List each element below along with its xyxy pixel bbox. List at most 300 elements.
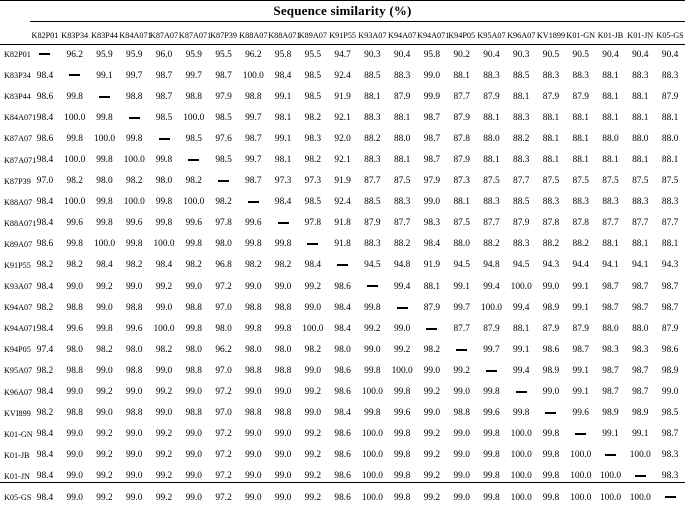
- diagonal-dash: [119, 107, 149, 128]
- dash-mark: [69, 74, 80, 76]
- similarity-cell: 99.2: [423, 387, 441, 398]
- similarity-cell: 98.2: [66, 260, 83, 271]
- similarity-cell: 88.1: [661, 112, 679, 123]
- similarity-cell: 99.2: [423, 429, 441, 440]
- similarity-cell: 99.2: [155, 492, 173, 503]
- similarity-cell: 99.6: [66, 218, 83, 229]
- similarity-cell: 99.8: [96, 112, 113, 123]
- similarity-cell: 88.1: [393, 112, 411, 123]
- similarity-cell: 99.0: [126, 387, 143, 398]
- similarity-cell: 94.7: [334, 49, 351, 60]
- similarity-cell: 88.1: [483, 155, 500, 166]
- dash-mark: [99, 96, 110, 98]
- similarity-cell: 98.2: [185, 260, 202, 271]
- diagonal-dash: [447, 339, 477, 360]
- similarity-cell: 98.7: [602, 387, 619, 398]
- similarity-cell: 98.4: [36, 197, 54, 208]
- similarity-cell: 98.0: [155, 176, 173, 187]
- similarity-cell: 98.2: [274, 260, 292, 271]
- similarity-cell: 99.6: [572, 408, 589, 419]
- diagonal-dash: [566, 424, 596, 445]
- similarity-cell: 87.5: [661, 176, 679, 187]
- similarity-cell: 99.2: [96, 471, 113, 482]
- similarity-cell: 99.0: [155, 408, 173, 419]
- dash-mark: [307, 243, 318, 245]
- similarity-cell: 98.2: [36, 408, 54, 419]
- similarity-cell: 99.8: [96, 197, 113, 208]
- similarity-cell: 99.0: [423, 365, 441, 376]
- similarity-cell: 99.6: [126, 323, 143, 334]
- similarity-cell: 88.3: [364, 112, 381, 123]
- similarity-cell: 99.0: [96, 365, 113, 376]
- column-header: K05-GS: [656, 31, 684, 40]
- similarity-cell: 92.1: [334, 155, 351, 166]
- similarity-cell: 98.7: [572, 344, 589, 355]
- similarity-cell: 98.4: [334, 323, 351, 334]
- similarity-cell: 88.1: [572, 112, 589, 123]
- similarity-matrix: [0, 27, 685, 508]
- similarity-cell: 99.2: [155, 429, 173, 440]
- similarity-cell: 98.2: [185, 176, 202, 187]
- similarity-cell: 88.3: [632, 70, 649, 81]
- similarity-cell: 98.4: [274, 197, 292, 208]
- similarity-cell: 99.1: [572, 281, 589, 292]
- table-title: Sequence similarity (%): [273, 3, 412, 18]
- similarity-cell: 88.1: [661, 155, 679, 166]
- dash-mark: [456, 349, 467, 351]
- column-header: KV1899: [536, 31, 566, 40]
- similarity-cell: 99.0: [66, 471, 83, 482]
- table-row: [0, 382, 685, 403]
- similarity-cell: 99.4: [513, 365, 530, 376]
- similarity-cell: 98.1: [274, 155, 292, 166]
- similarity-cell: 99.8: [274, 239, 292, 250]
- similarity-cell: 88.1: [453, 70, 470, 81]
- similarity-cell: 90.4: [632, 49, 649, 60]
- similarity-cell: 97.8: [215, 218, 232, 229]
- similarity-cell: 100.0: [64, 155, 86, 166]
- similarity-cell: 99.0: [155, 365, 173, 376]
- dash-mark: [545, 412, 556, 414]
- similarity-cell: 97.3: [274, 176, 292, 187]
- similarity-cell: 88.2: [393, 239, 411, 250]
- similarity-cell: 97.0: [215, 365, 232, 376]
- similarity-cell: 99.0: [661, 387, 679, 398]
- similarity-cell: 98.2: [126, 260, 143, 271]
- similarity-cell: 98.3: [661, 471, 679, 482]
- similarity-cell: 88.3: [364, 239, 381, 250]
- column-header-row: [0, 27, 685, 44]
- similarity-cell: 87.7: [483, 218, 500, 229]
- similarity-cell: 90.5: [572, 49, 589, 60]
- similarity-cell: 88.2: [483, 239, 500, 250]
- similarity-cell: 98.2: [304, 112, 322, 123]
- dash-mark: [397, 307, 408, 309]
- similarity-cell: 99.0: [155, 302, 173, 313]
- similarity-cell: 87.7: [661, 218, 679, 229]
- similarity-cell: 88.2: [572, 239, 589, 250]
- similarity-cell: 97.2: [215, 492, 232, 503]
- similarity-cell: 88.3: [483, 197, 500, 208]
- column-header: K83P44: [91, 31, 118, 40]
- similarity-cell: 88.1: [572, 155, 589, 166]
- similarity-cell: 98.8: [453, 408, 470, 419]
- similarity-cell: 99.6: [483, 408, 500, 419]
- table-row: [0, 339, 685, 360]
- similarity-cell: 99.0: [126, 471, 143, 482]
- similarity-cell: 99.0: [245, 450, 262, 461]
- similarity-cell: 88.0: [632, 323, 649, 334]
- similarity-cell: 94.3: [542, 260, 560, 271]
- similarity-cell: 99.0: [185, 387, 202, 398]
- dash-mark: [129, 117, 140, 119]
- similarity-cell: 98.8: [245, 302, 262, 313]
- similarity-cell: 99.0: [542, 387, 560, 398]
- similarity-cell: 98.7: [661, 429, 679, 440]
- table-row: [0, 107, 685, 128]
- column-header: K88A071: [268, 31, 301, 40]
- similarity-cell: 100.0: [510, 492, 532, 503]
- similarity-cell: 100.0: [123, 155, 145, 166]
- similarity-cell: 88.1: [542, 155, 560, 166]
- similarity-cell: 99.7: [185, 70, 202, 81]
- similarity-cell: 98.9: [632, 408, 649, 419]
- similarity-cell: 98.8: [274, 302, 292, 313]
- diagonal-dash: [268, 213, 298, 234]
- similarity-cell: 98.8: [185, 408, 202, 419]
- similarity-cell: 88.1: [632, 155, 649, 166]
- similarity-cell: 98.6: [542, 344, 560, 355]
- similarity-cell: 97.4: [36, 344, 54, 355]
- row-label: K94A071: [4, 324, 37, 334]
- similarity-cell: 99.8: [393, 429, 411, 440]
- row-label: K01-JB: [4, 450, 30, 460]
- similarity-cell: 99.2: [155, 450, 173, 461]
- similarity-cell: 88.0: [393, 133, 411, 144]
- similarity-cell: 97.9: [215, 91, 232, 102]
- similarity-cell: 98.4: [334, 408, 351, 419]
- similarity-cell: 99.8: [483, 450, 500, 461]
- table-row: [0, 44, 685, 65]
- similarity-cell: 99.2: [393, 344, 411, 355]
- similarity-cell: 95.9: [185, 49, 202, 60]
- similarity-cell: 100.0: [361, 387, 383, 398]
- similarity-cell: 90.4: [393, 49, 411, 60]
- column-header: K01-JN: [627, 31, 654, 40]
- similarity-cell: 87.9: [423, 302, 441, 313]
- similarity-cell: 94.5: [513, 260, 530, 271]
- similarity-cell: 98.6: [36, 133, 54, 144]
- similarity-cell: 100.0: [183, 112, 205, 123]
- similarity-cell: 98.5: [185, 133, 202, 144]
- similarity-cell: 87.7: [453, 323, 470, 334]
- similarity-cell: 99.8: [185, 323, 202, 334]
- similarity-cell: 99.1: [572, 387, 589, 398]
- similarity-cell: 99.0: [245, 387, 262, 398]
- similarity-cell: 98.8: [274, 365, 292, 376]
- similarity-cell: 88.1: [542, 133, 560, 144]
- similarity-cell: 100.0: [64, 197, 86, 208]
- similarity-cell: 99.8: [513, 408, 530, 419]
- similarity-cell: 98.5: [304, 91, 322, 102]
- similarity-cell: 99.8: [542, 450, 560, 461]
- diagonal-dash: [387, 297, 417, 318]
- similarity-cell: 97.6: [215, 133, 232, 144]
- similarity-cell: 98.7: [661, 281, 679, 292]
- similarity-cell: 88.5: [364, 197, 381, 208]
- similarity-cell: 98.4: [304, 260, 322, 271]
- similarity-cell: 98.7: [602, 365, 619, 376]
- diagonal-dash: [417, 318, 447, 339]
- similarity-cell: 99.2: [304, 492, 322, 503]
- similarity-cell: 94.5: [453, 260, 470, 271]
- table-row: [0, 424, 685, 445]
- similarity-cell: 98.2: [304, 344, 322, 355]
- similarity-cell: 98.2: [304, 155, 322, 166]
- similarity-cell: 94.4: [572, 260, 589, 271]
- similarity-cell: 88.1: [602, 112, 619, 123]
- similarity-cell: 98.7: [632, 365, 649, 376]
- similarity-cell: 88.5: [513, 197, 530, 208]
- similarity-cell: 99.8: [483, 387, 500, 398]
- similarity-cell: 99.0: [126, 492, 143, 503]
- column-header: K94A071: [417, 31, 450, 40]
- similarity-cell: 99.8: [96, 218, 113, 229]
- similarity-cell: 97.2: [215, 281, 232, 292]
- column-header: K87A071: [178, 31, 212, 40]
- similarity-cell: 87.7: [602, 218, 619, 229]
- title-underline: [30, 21, 685, 22]
- similarity-cell: 88.1: [632, 239, 649, 250]
- dash-mark: [367, 285, 378, 287]
- similarity-cell: 96.2: [215, 344, 232, 355]
- dash-mark: [278, 222, 289, 224]
- similarity-cell: 98.0: [215, 323, 232, 334]
- similarity-cell: 95.8: [274, 49, 292, 60]
- similarity-cell: 98.4: [155, 260, 173, 271]
- similarity-cell: 99.0: [126, 281, 143, 292]
- similarity-cell: 97.0: [36, 176, 54, 187]
- similarity-cell: 91.8: [334, 218, 351, 229]
- similarity-cell: 100.0: [361, 492, 383, 503]
- similarity-cell: 95.8: [423, 49, 441, 60]
- dash-mark: [635, 475, 646, 477]
- similarity-cell: 98.0: [245, 344, 262, 355]
- similarity-cell: 99.2: [96, 450, 113, 461]
- similarity-cell: 88.2: [513, 133, 530, 144]
- similarity-cell: 88.3: [483, 70, 500, 81]
- similarity-cell: 87.9: [483, 323, 500, 334]
- similarity-cell: 99.0: [423, 408, 441, 419]
- row-label: K91P55: [4, 260, 31, 270]
- similarity-cell: 99.1: [513, 344, 530, 355]
- bottom-rule: [0, 482, 685, 483]
- similarity-cell: 97.2: [215, 429, 232, 440]
- similarity-cell: 92.0: [334, 133, 351, 144]
- similarity-cell: 98.5: [304, 197, 322, 208]
- similarity-cell: 88.0: [602, 323, 619, 334]
- similarity-cell: 87.9: [453, 155, 470, 166]
- diagonal-dash: [179, 149, 209, 170]
- dash-mark: [516, 391, 527, 393]
- similarity-cell: 99.0: [453, 387, 470, 398]
- table-row: [0, 445, 685, 466]
- dash-mark: [665, 496, 676, 498]
- similarity-cell: 98.4: [36, 387, 54, 398]
- similarity-cell: 98.7: [423, 112, 441, 123]
- similarity-cell: 99.0: [453, 429, 470, 440]
- similarity-cell: 98.8: [245, 365, 262, 376]
- similarity-cell: 99.0: [304, 408, 322, 419]
- similarity-cell: 99.8: [66, 239, 83, 250]
- dash-mark: [486, 370, 497, 372]
- similarity-cell: 99.0: [66, 492, 83, 503]
- similarity-cell: 99.8: [66, 133, 83, 144]
- similarity-cell: 87.3: [453, 176, 470, 187]
- similarity-cell: 98.5: [215, 155, 232, 166]
- similarity-cell: 99.2: [304, 387, 322, 398]
- similarity-cell: 99.0: [274, 492, 292, 503]
- similarity-cell: 88.1: [364, 91, 381, 102]
- similarity-cell: 99.8: [542, 471, 560, 482]
- similarity-cell: 99.8: [393, 471, 411, 482]
- similarity-cell: 100.0: [510, 471, 532, 482]
- similarity-cell: 99.2: [304, 450, 322, 461]
- table-row: [0, 86, 685, 107]
- similarity-cell: 99.0: [304, 302, 322, 313]
- table-row: [0, 234, 685, 255]
- similarity-cell: 88.1: [453, 197, 470, 208]
- similarity-cell: 99.0: [245, 471, 262, 482]
- similarity-cell: 87.8: [572, 218, 589, 229]
- similarity-cell: 90.4: [483, 49, 500, 60]
- similarity-cell: 99.2: [304, 471, 322, 482]
- similarity-cell: 98.6: [334, 429, 351, 440]
- similarity-cell: 99.1: [453, 281, 470, 292]
- similarity-cell: 98.3: [423, 218, 441, 229]
- similarity-cell: 98.9: [661, 365, 679, 376]
- similarity-cell: 88.1: [632, 112, 649, 123]
- table-row: [0, 213, 685, 234]
- dash-mark: [159, 138, 170, 140]
- similarity-cell: 88.3: [542, 197, 560, 208]
- similarity-cell: 94.5: [364, 260, 381, 271]
- dash-mark: [218, 180, 229, 182]
- similarity-cell: 94.8: [393, 260, 411, 271]
- diagonal-dash: [477, 360, 507, 381]
- dash-mark: [426, 328, 437, 330]
- similarity-cell: 99.0: [393, 323, 411, 334]
- similarity-cell: 100.0: [599, 492, 622, 503]
- similarity-cell: 99.0: [66, 387, 83, 398]
- similarity-cell: 98.7: [632, 387, 649, 398]
- similarity-cell: 99.2: [96, 492, 113, 503]
- similarity-cell: 99.8: [393, 450, 411, 461]
- table-row: [0, 149, 685, 170]
- similarity-cell: 88.0: [632, 133, 649, 144]
- similarity-cell: 87.8: [453, 133, 470, 144]
- similarity-cell: 99.8: [542, 492, 560, 503]
- similarity-cell: 87.8: [542, 218, 560, 229]
- similarity-cell: 100.0: [510, 450, 532, 461]
- similarity-cell: 96.2: [66, 49, 83, 60]
- similarity-cell: 87.5: [602, 176, 619, 187]
- column-header: K95A07: [477, 31, 506, 40]
- column-header: K01-GN: [566, 31, 596, 40]
- similarity-cell: 98.5: [215, 112, 232, 123]
- similarity-cell: 98.4: [36, 429, 54, 440]
- similarity-cell: 90.3: [364, 49, 381, 60]
- similarity-cell: 98.6: [36, 91, 54, 102]
- similarity-cell: 88.3: [393, 197, 411, 208]
- similarity-cell: 87.7: [632, 218, 649, 229]
- similarity-cell: 99.1: [572, 365, 589, 376]
- similarity-cell: 88.3: [602, 197, 619, 208]
- table-row: [0, 192, 685, 213]
- column-header: K87P39: [210, 31, 237, 40]
- similarity-cell: 99.8: [393, 387, 411, 398]
- similarity-cell: 97.8: [304, 218, 322, 229]
- similarity-cell: 88.1: [513, 91, 530, 102]
- diagonal-dash: [328, 255, 358, 276]
- table-row: [0, 487, 685, 508]
- similarity-cell: 99.0: [66, 281, 83, 292]
- similarity-cell: 88.1: [602, 70, 619, 81]
- similarity-cell: 99.8: [155, 218, 173, 229]
- similarity-cell: 97.3: [304, 176, 322, 187]
- similarity-cell: 87.7: [453, 91, 470, 102]
- similarity-cell: 99.1: [572, 302, 589, 313]
- row-label: K83P34: [4, 71, 31, 81]
- similarity-cell: 100.0: [93, 239, 116, 250]
- row-label: K87A07: [4, 134, 33, 144]
- similarity-cell: 88.0: [483, 133, 500, 144]
- similarity-cell: 88.3: [572, 70, 589, 81]
- diagonal-dash: [90, 86, 120, 107]
- similarity-cell: 99.8: [66, 91, 83, 102]
- similarity-cell: 99.6: [66, 323, 83, 334]
- column-header: K82P01: [31, 31, 59, 40]
- similarity-cell: 98.7: [632, 302, 649, 313]
- similarity-cell: 97.2: [215, 471, 232, 482]
- similarity-cell: 99.0: [66, 429, 83, 440]
- row-label: K01-JN: [4, 471, 30, 481]
- similarity-cell: 99.6: [126, 218, 143, 229]
- similarity-cell: 98.2: [36, 365, 54, 376]
- similarity-cell: 87.5: [632, 176, 649, 187]
- similarity-cell: 99.2: [423, 450, 441, 461]
- diagonal-dash: [30, 44, 60, 65]
- similarity-cell: 100.0: [153, 323, 175, 334]
- dash-mark: [337, 264, 348, 266]
- similarity-cell: 90.3: [513, 49, 530, 60]
- similarity-cell: 99.8: [393, 492, 411, 503]
- similarity-cell: 99.1: [632, 429, 649, 440]
- similarity-cell: 98.3: [661, 450, 679, 461]
- similarity-cell: 100.0: [123, 197, 145, 208]
- similarity-cell: 87.9: [572, 323, 589, 334]
- row-label: K05-GS: [4, 493, 32, 503]
- row-label: KVI899: [4, 408, 31, 418]
- similarity-cell: 98.8: [66, 302, 83, 313]
- row-label: K94P05: [4, 345, 31, 355]
- similarity-cell: 88.3: [513, 239, 530, 250]
- row-label: K01-GN: [4, 429, 33, 439]
- similarity-cell: 88.1: [572, 133, 589, 144]
- diagonal-dash: [655, 487, 685, 508]
- similarity-cell: 88.3: [364, 155, 381, 166]
- similarity-cell: 99.8: [96, 323, 113, 334]
